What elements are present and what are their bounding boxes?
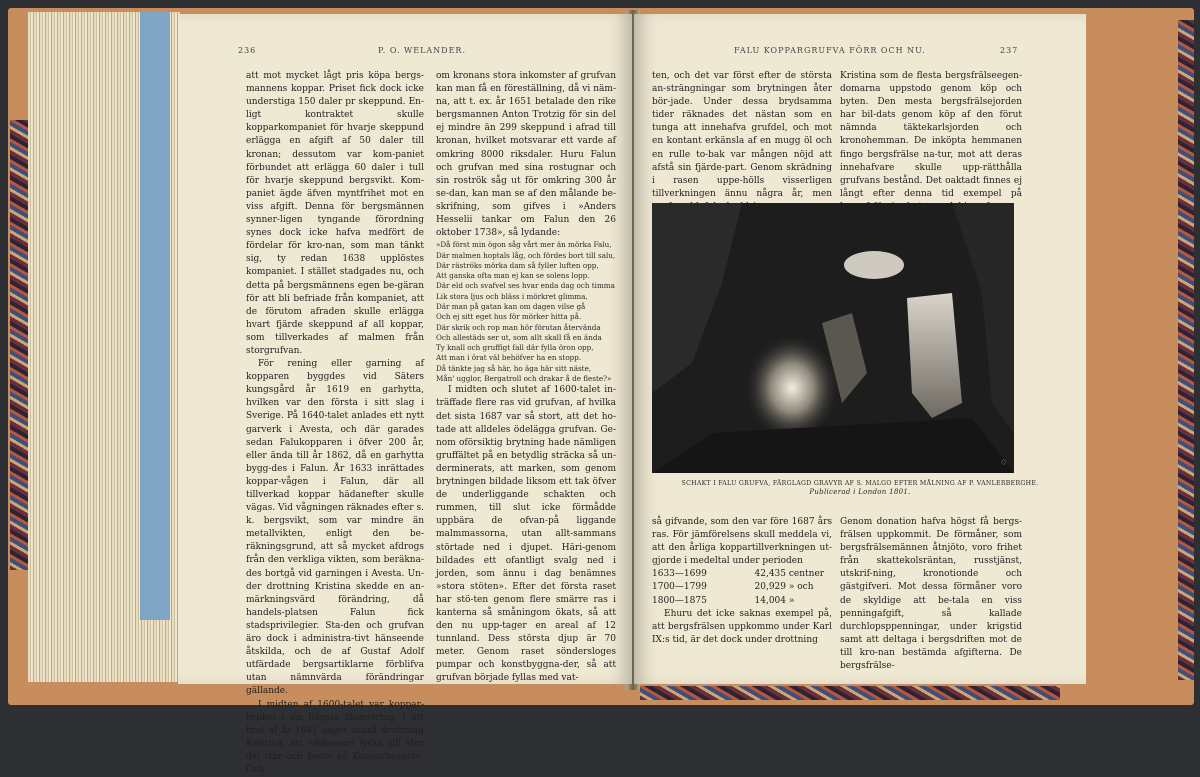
amount: 20,929 — [742, 581, 786, 594]
period: 1700—1799 — [652, 581, 742, 594]
poem-line: Där man på gatan kan om dagen vilse gå — [436, 302, 616, 312]
poem-line: Där malmen hoptals låg, och fördes bort till salu, — [436, 251, 616, 261]
poem-line: Där räströks mörka dam så fyller luften opp, — [436, 261, 616, 271]
paragraph: om kronans stora inkomster af grufvan kan man få en föreställning, då vi näm-na, att t. ex. år 1651 betalade den rike bergsmannen Anton Trotzig för sin del ej mindre än 299 skeppund i afrad till kronan, hvilket motsvarar ett varde af omkring 8000 riksdaler. Huru Falun och grufvan med sina rostugnar och sin roströk såg ut för omkring 300 år se-dan, kan man se af den målande be-skrifning, som gifves i »Anders Hesselii tankar om Falun den 26 oktober 1738», så lydande: — [436, 70, 616, 240]
poem-line: Lik stora ljus och bläss i mörkret glimma, — [436, 292, 616, 302]
left-column-2 — [436, 70, 616, 686]
marbled-endpaper-bottom — [640, 686, 1060, 700]
period: 1633—1699 — [652, 568, 742, 581]
poem-line: Där skrik och rop man hör förutan återvända — [436, 323, 616, 333]
caption-line-italic: Publicerad i London 1801. — [640, 488, 1080, 497]
paragraph: att mot mycket lågt pris köpa bergs-mannens koppar. Priset fick dock icke understiga 150 daler pr skeppund. En-ligt kontraktet skulle kopparkompaniet för hvarje skeppund erlägga en afgift af 50 daler till kronan; dessutom var kom-paniet förbundet att erlägga 60 daler i tull för hvarje skeppund bergsvikt. Kom-paniet ägde äfven myntfrihet mot en viss afgift. Denna för bergsmännen synner-ligen tyngande förordning synes dock icke hafva medfört de fördelar för kro-nan, som man tänkt sig, ty redan 1638 upplöstes kompaniet. I stället stadgades nu, och detta på bergsmännens egen be-gäran för att bli befriade från kompaniet, att de förutom afraden skulle erlägga hvart fjärde skeppund af all koppar, som tillverkades af malmen från storgrufvan. — [246, 70, 424, 358]
blue-paper-slip — [140, 12, 170, 620]
page-number: 236 — [238, 46, 256, 55]
paragraph: I midten af 1600-talet var koppar-bruket i sin högsta blomstring. I ett bref af år 1641 säger också drottning Kristina, att »Rikesens lycka till stor del står och beror på Kopparberget». Och — [246, 699, 424, 777]
running-head: FALU KOPPARGRUFVA FÖRR OCH NU. — [734, 46, 926, 55]
right-bottom-column-1 — [652, 516, 832, 647]
table-row — [652, 581, 832, 594]
unit: » och — [789, 581, 814, 594]
marbled-endpaper-right — [1178, 20, 1194, 680]
page-number: 237 — [1000, 46, 1018, 55]
production-table — [652, 568, 832, 607]
unit: » — [789, 595, 795, 608]
right-top-column-2 — [840, 70, 1022, 214]
amount: 42,435 — [742, 568, 786, 581]
paragraph: För rening eller garning af kopparen byggdes vid Säters kungsgård år 1619 en garhytta, hvilken var den första i sitt slag i Sverige. På 1640-talet anlades ett nytt garverk i Avesta, och där garades sedan Falukopparen i öfver 200 år, eller ända till år 1862, då en garhytta bygg-des i Falun. År 1633 inrättades koppar-vågen i Falun, där all tillverkad koppar hädanefter skulle vägas. Vid vågningen räknades efter s. k. bergsvikt, som var mindre än metallvikten, enligt den be-räkningsgrund, att så mycket afdrogs från den verkliga vikten, som beräkna-des bortgå vid garningen i Avesta. Un-der drottning Kristina skedde en an-märkningsvärd förändring, då handels-platsen Falun fick stadsprivilegier. Sta-den och grufvan äro dock i administra-tivt hänseende åtskilda, och de af Gustaf Adolf utfärdade bergsartiklarne förblifva utan nämnvärda förändringar gällande. — [246, 358, 424, 698]
caption-line: SCHAKT I FALU GRUFVA, FÄRGLAGD GRAVYR AF S. MALGO EFTER MÅLNING AF P. VANLERBERGHE. — [640, 479, 1080, 488]
poem-line: Mån' ugglor, Bergatroll och drakar å de fleste?» — [436, 374, 616, 384]
table-row — [652, 568, 832, 581]
table-row — [652, 595, 832, 608]
left-column-1 — [246, 70, 424, 777]
poem-line: Då tänkte jag så här, ho äga här sitt näste, — [436, 364, 616, 374]
poem-line: Och allestäds ser ut, som allt skall få en ända — [436, 333, 616, 343]
poem-line: Ty knall och gruffigt fall där fylla öron opp, — [436, 343, 616, 353]
paragraph: Genom donation hafva högst få bergs-frälsen uppkommit. De förmåner, som bergsfrälsemännen åtnjöto, voro frihet från skattekolsräntan, russtjänst, utskrif-ning, kronotionde och gästgifveri. Mot dessa förmåner voro de skyldige att be-tala en viss penningafgift, så kallade durchlopsppenningar, under krigstid samt att deltaga i bergsdriften mot de till kro-nan bestämda afgifterna. De bergsfrälse- — [840, 516, 1022, 673]
poem-line: »Då först min ögon såg vårt mer än mörka Falu, — [436, 240, 616, 250]
paragraph: Ehuru det icke saknas exempel på, att bergsfrälsen uppkommo under Karl IX:s tid, är det dock under drottning — [652, 608, 832, 647]
amount: 14,004 — [742, 595, 786, 608]
paragraph: Kristina som de flesta bergsfrälseegen-domarna uppstodo genom köp och byten. Den mesta bergsfrälsejorden har bil-dats genom köp af den förut nämnda täktekarlsjorden och kronohemman. De inköpta hemmanen fingo bergsfrälse na-tur, mot att deras innehafvare skulle upp-rätthålla grufvans bestånd. Det oaktadt finnes ej långt efter denna tid exempel på — [840, 70, 1022, 214]
poem-line: Att man i örat väl behöfver ha en stopp. — [436, 353, 616, 363]
unit: centner — [789, 568, 824, 581]
poem-line: Där eld och svafvel ses hvar enda dag och timma — [436, 281, 616, 291]
poem-quote — [436, 240, 616, 384]
paragraph: ten, och det var först efter de största an-strängningar som brytningen åter bör-jade. Under dessa brydsamma tider räknades det nästan som en tunga att innehafva grufdel, och mot en kontant erkänsla af en mugg öl och en rulle to-bak var mången nöjd att afstå sin fjärde-part. Genom skrädning i rasen uppe-hölls visserligen tillverkningen ännu några år, men — [652, 70, 832, 214]
svg-text:♢: ♢ — [1000, 458, 1007, 467]
mine-engraving-illustration — [652, 203, 1014, 473]
running-head: P. O. WELANDER. — [378, 46, 466, 55]
poem-line: Och ej sitt eget hus för mörker hitta på. — [436, 312, 616, 322]
right-bottom-column-2 — [840, 516, 1022, 673]
engraving-art — [652, 203, 1014, 473]
poem-line: Att ganska ofta man ej kan se solens lopp. — [436, 271, 616, 281]
right-top-column-1 — [652, 70, 832, 214]
figure-caption — [640, 479, 1080, 497]
left-page — [178, 14, 632, 684]
paragraph: I midten och slutet af 1600-talet in-träffade flere ras vid grufvan, af hvilka det sista 1687 var så stort, att det ho-tade att alldeles ödelägga grufvan. Ge-nom oförsiktig brytning hade nämligen gruffältet på en betydlig sträcka så un-derminerats, att marken, som genom brytningen bildade liksom ett tak öfver de underliggande schakten och rummen, till slut icke förmådde uppbära de ofvan-på liggande malmmassorna, utan allt-sammans störtade ned i djupet. Häri-genom bildades ett ofantligt svalg ned i jorden, som ännu i dag benämnes »stora stöten». Efter det första raset har stö-ten genom flere smärre ras i kanterna så småningom ökats, så att den nu upp-tager en areal af 12 tunnland. Dess största djup är 70 meter. Genom raset söndersloges pumpar och konstbyggna-der, så att grufvan började fyllas med vat- — [436, 384, 616, 685]
paragraph: så gifvande, som den var före 1687 års ras. För jämförelsens skull meddela vi, att den årliga koppartillverkningen ut-gjorde i medeltal under perioden — [652, 516, 832, 568]
period: 1800—1875 — [652, 595, 742, 608]
